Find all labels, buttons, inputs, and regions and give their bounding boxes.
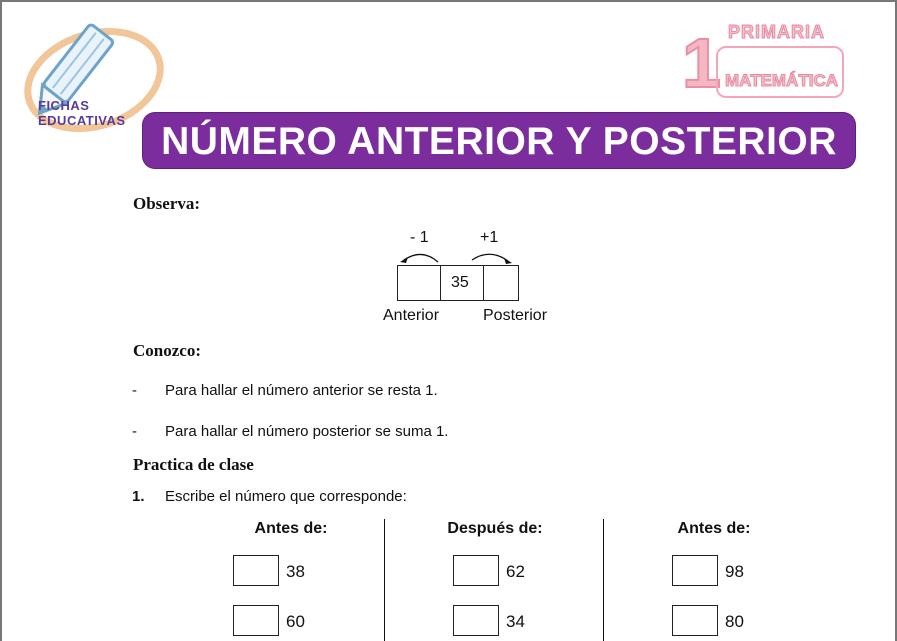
- minus-one-label: - 1: [410, 229, 429, 246]
- page-title: NÚMERO ANTERIOR Y POSTERIOR: [161, 120, 837, 163]
- column-header-3: Antes de:: [677, 520, 751, 537]
- given-number: 98: [725, 562, 744, 581]
- answer-box[interactable]: [672, 605, 718, 636]
- bullet-text-1: Para hallar el número anterior se resta 1.: [165, 382, 438, 399]
- grade-number: 1: [682, 24, 721, 102]
- given-number: 38: [286, 562, 305, 581]
- column-divider: [603, 519, 604, 641]
- conozco-heading: Conozco:: [133, 341, 201, 360]
- given-number: 60: [286, 612, 305, 631]
- posterior-label: Posterior: [483, 307, 548, 324]
- plus-one-label: +1: [480, 229, 499, 246]
- practica-heading: Practica de clase: [133, 455, 254, 474]
- column-header-2: Después de:: [447, 520, 543, 537]
- logo-text-line1: FICHAS: [38, 98, 90, 113]
- answer-box[interactable]: [233, 555, 279, 586]
- anterior-label: Anterior: [383, 307, 440, 324]
- given-number: 62: [506, 562, 525, 581]
- given-number: 34: [506, 612, 525, 631]
- center-value: 35: [451, 274, 469, 291]
- bullet-dash: -: [132, 382, 137, 399]
- given-number: 80: [725, 612, 744, 631]
- badge-level: PRIMARIA: [728, 22, 825, 42]
- question-text: Escribe el número que corresponde:: [165, 488, 407, 505]
- anterior-box: [397, 265, 441, 301]
- column-divider: [384, 519, 385, 641]
- answer-box[interactable]: [453, 605, 499, 636]
- posterior-box: [483, 265, 519, 301]
- badge-subject: MATEMÁTICA: [725, 71, 838, 90]
- bullet-text-2: Para hallar el número posterior se suma 1.: [165, 423, 449, 440]
- answer-box[interactable]: [672, 555, 718, 586]
- logo-text-line2: EDUCATIVAS: [38, 113, 126, 128]
- column-header-1: Antes de:: [254, 520, 328, 537]
- observa-heading: Observa:: [133, 194, 201, 213]
- title-banner: [143, 113, 855, 168]
- grade-badge: [678, 20, 858, 106]
- question-number: 1.: [132, 488, 145, 505]
- answer-box[interactable]: [453, 555, 499, 586]
- answer-box[interactable]: [233, 605, 279, 636]
- bullet-dash: -: [132, 423, 137, 440]
